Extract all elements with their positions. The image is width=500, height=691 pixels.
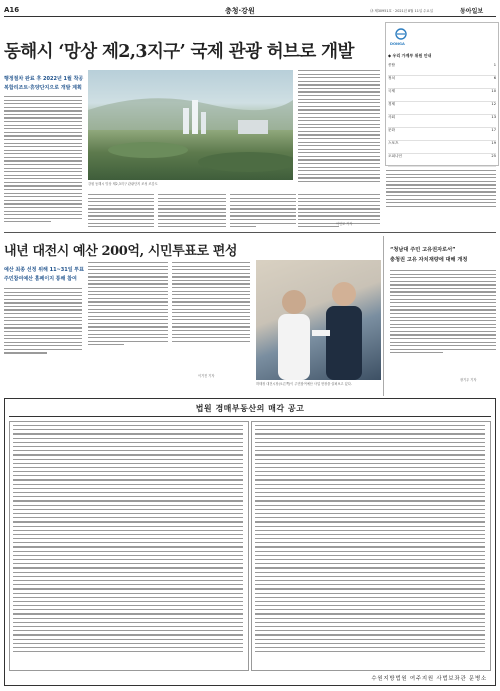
top-body-col4	[298, 70, 380, 182]
second-body-col1	[4, 288, 82, 354]
side-briefs	[386, 170, 496, 207]
index-item: 정치 6	[388, 76, 496, 89]
top-photo-caption: 강원 동해시 망상 제2,3지구 관광단지 조성 조감도	[88, 182, 158, 186]
second-body-col3	[172, 262, 250, 342]
side-byline: 장기우 기자	[460, 378, 477, 382]
section-label: 충청·강원	[225, 7, 255, 15]
ad-title: 법원 경매부동산의 매각 공고	[195, 404, 305, 413]
resort-rendering-photo	[88, 70, 293, 180]
side-headline-2: 충청권 고유 자치재량에 대해 개정	[390, 257, 468, 263]
top-subhead-1: 행정절차 완료 후 2022년 1월 착공	[4, 76, 84, 82]
top-byline: 이인모 기자	[336, 222, 353, 226]
index-box	[385, 22, 499, 166]
column-divider	[383, 236, 384, 396]
ad-right-column	[251, 421, 491, 671]
index-title: ◆ 우리 가계부 위원 안내	[388, 53, 432, 58]
index-item: 스포츠 19	[388, 141, 496, 154]
issue-info: ㉯ 제30951호 · 2021년 8월 11일 수요일	[370, 9, 434, 13]
header-rule	[4, 16, 496, 17]
top-body-col2	[88, 194, 154, 227]
page-number: A16	[4, 6, 20, 14]
index-item: 문화 17	[388, 128, 496, 141]
side-body	[390, 270, 496, 353]
logo-text: DONGA	[390, 42, 405, 46]
donga-logo-icon	[392, 27, 410, 41]
top-body-col3	[158, 194, 226, 227]
index-item: 사회 13	[388, 115, 496, 128]
second-headline: 내년 대전시 예산 200억, 시민투표로 편성	[4, 244, 238, 259]
ad-title-rule	[9, 416, 491, 417]
court-auction-ad	[4, 398, 496, 686]
top-headline: 동해시 ‘망상 제2,3지구’ 국제 관광 허브로 개발	[4, 42, 354, 62]
officials-photo	[256, 260, 381, 380]
side-headline-1: “청남대 주민 고유권자로서”	[390, 247, 456, 253]
second-body-col2	[88, 262, 168, 345]
section-divider	[4, 232, 496, 233]
top-subhead-2: 복합리조트·휴양단지으로 개발 계획	[4, 85, 82, 91]
ad-footer: 수원지방법원 여주지원 사법보좌관 문병소	[371, 676, 487, 682]
second-photo-caption: 허태정 대전시장(오른쪽)이 주민참여예산 사업 현장을 살펴보고 있다.	[256, 382, 352, 386]
index-item: 경제 12	[388, 102, 496, 115]
index-item: 국제 10	[388, 89, 496, 102]
index-item: 오피니언 25	[388, 154, 496, 167]
second-subhead-1: 예산 최종 선정 위해 11~31일 투표	[4, 267, 84, 273]
paper-name: 동아일보	[460, 8, 484, 15]
index-list	[388, 63, 496, 167]
ad-left-column	[9, 421, 249, 671]
second-byline: 이기진 기자	[198, 374, 215, 378]
top-body-col3b	[230, 194, 296, 227]
second-subhead-2: 주민참여예산 홈페이지 통해 참여	[4, 276, 77, 282]
top-body-col1	[4, 96, 82, 222]
index-item: 종합 1	[388, 63, 496, 76]
